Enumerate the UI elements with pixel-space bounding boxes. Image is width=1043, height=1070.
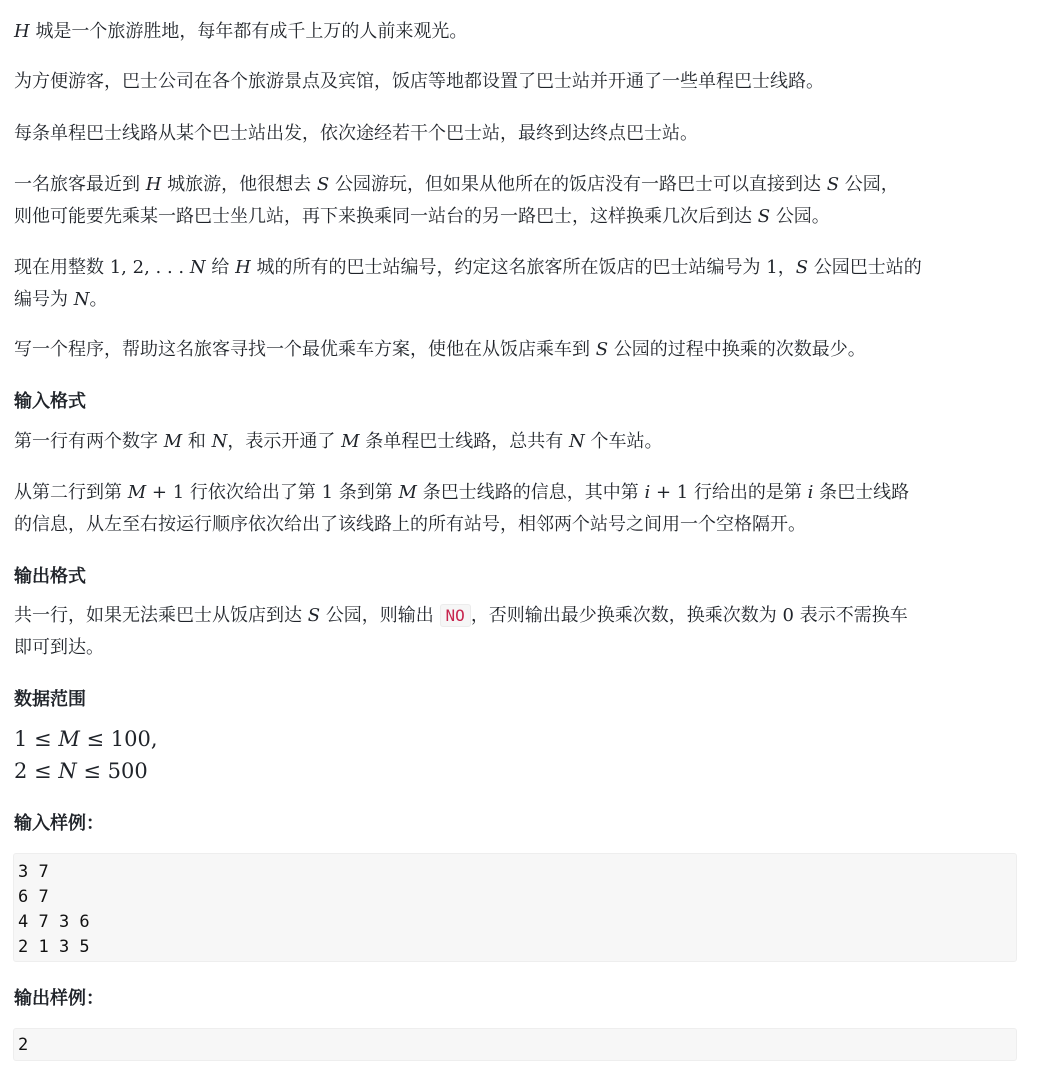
paragraph-task: 写一个程序，帮助这名旅客寻找一个最优乘车方案，使他在从饭店乘车到 S 公园的过程中换乘的次数最少。	[14, 339, 866, 360]
input-format-line1: 第一行有两个数字 M 和 N，表示开通了 M 条单程巴士线路，总共有 N 个车站。	[14, 431, 663, 452]
input-format-line3: 的信息，从左至右按运行顺序依次给出了该线路上的所有站号，相邻两个站号之间用一个空格隔开。	[14, 514, 806, 535]
sample-output-line: 2	[18, 1035, 29, 1055]
range-n: 2 ≤ N ≤ 500	[14, 759, 148, 783]
paragraph-bus-routes: 每条单程巴士线路从某个巴士站出发，依次途经若干个巴士站，最终到达终点巴士站。	[14, 123, 698, 144]
sample-input-line: 6 7	[18, 887, 49, 907]
paragraph-numbering-line2: 编号为 N。	[14, 289, 108, 310]
paragraph-traveler-line2: 则他可能要先乘某一路巴士坐几站，再下来换乘同一站台的另一路巴士，这样换乘几次后到达 S 公园。	[14, 206, 830, 227]
input-format-line2: 从第二行到第 M + 1 行依次给出了第 1 条到第 M 条巴士线路的信息，其中第 i + 1 行给出的是第 i 条巴士线路	[14, 482, 910, 503]
no-code-literal: NO	[440, 604, 471, 627]
output-format-line1: 共一行，如果无法乘巴士从饭店到达 S 公园，则输出 NO ，否则输出最少换乘次数，换乘次数为 0 表示不需换车	[14, 605, 908, 626]
output-format-heading: 输出格式	[14, 566, 86, 587]
sample-output-block[interactable]	[13, 1028, 1017, 1061]
range-m: 1 ≤ M ≤ 100,	[14, 727, 158, 751]
paragraph-bus-stations: 为方便游客，巴士公司在各个旅游景点及宾馆，饭店等地都设置了巴士站并开通了一些单程巴士线路。	[14, 71, 824, 92]
sample-input-line: 4 7 3 6	[18, 912, 90, 932]
sample-input-line: 3 7	[18, 862, 49, 882]
sample-input-block[interactable]	[13, 853, 1017, 962]
output-format-line2: 即可到达。	[14, 637, 104, 658]
data-range-heading: 数据范围	[14, 689, 86, 710]
sample-input-heading: 输入样例：	[14, 813, 104, 834]
input-format-heading: 输入格式	[14, 391, 86, 412]
paragraph-intro: H 城是一个旅游胜地，每年都有成千上万的人前来观光。	[14, 21, 468, 42]
paragraph-traveler-line1: 一名旅客最近到 H 城旅游，他很想去 S 公园游玩，但如果从他所在的饭店没有一路巴士可以直接到达 S 公园，	[14, 174, 899, 195]
sample-output-heading: 输出样例：	[14, 988, 104, 1009]
paragraph-numbering-line1: 现在用整数 1, 2, . . . N 给 H 城的所有的巴士站编号，约定这名旅客所在饭店的巴士站编号为 1，S 公园巴士站的	[14, 257, 922, 278]
sample-input-line: 2 1 3 5	[18, 937, 90, 957]
